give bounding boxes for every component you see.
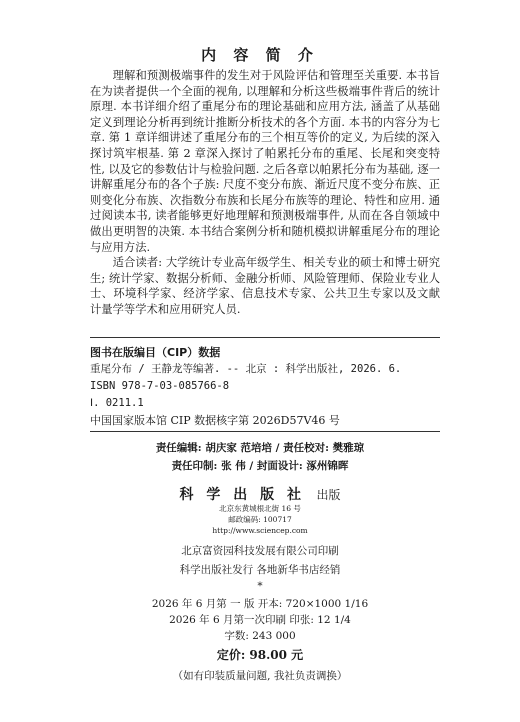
price: 定价: 98.00 元 — [216, 648, 304, 662]
editorial-credits-2: 责任印制: 张 伟 / 封面设计: 涿州锦晖 — [171, 460, 349, 472]
cip-heading: 图书在版编目（CIP）数据 — [90, 346, 221, 359]
summary-paragraph: 理解和预测极端事件的发生对于风险评估和管理至关重要. 本书旨在为读者提供一个全面的视角, 以理解和分析这些极端事件背后的统计原理. 本书详细介绍了重尾分布的理论基础和应用方法, 涵盖了从基础定义到理论分析再到统计推断分析技术的各个方面. 本书的内容分为七章. 第 1 章详细讲述了重尾分布的三个相互等价的定义, 为后续的深入探讨筑牢根基. 第 2 章深入探讨了帕累托分布的重尾、长尾和突变特性, 以及它的参数估计与检验问题. 之后各章以帕累托分布为基础, 逐一讲解重尾分布的各个子族: 尺度不变分布族、渐近尺度不变分布族、正则变化分布族、次指数分布族和长尾分布族等的理论、特性和应用. 通过阅读本书, 读者能够更好地理解和预测极端事件, 从而在各自领域中做出更明智的决策. 本书结合案例分析和随机模拟讲解重尾分布的理论与应用方法. — [90, 69, 440, 254]
publisher-website: http://www.sciencep.com — [212, 526, 308, 535]
distribution: 科学出版社发行 各地新华书店经销 — [179, 564, 341, 576]
printer: 北京富资园科技发展有限公司印刷 — [181, 545, 339, 557]
page-title: 内 容 简 介 — [201, 46, 319, 64]
publisher-line — [0, 484, 520, 504]
content-summary — [90, 68, 440, 318]
isbn: ISBN 978-7-03-085766-8 — [90, 380, 230, 392]
publisher-address: 北京东黄城根北街 16 号 — [219, 504, 301, 513]
cip-data-number: 中国国家版本馆 CIP 数据核字第 2026D57V46 号 — [90, 412, 440, 432]
edition-line-1: 2026 年 6 月第 一 版 开本: 720×1000 1/16 — [151, 598, 369, 610]
word-count: 字数: 243 000 — [224, 630, 296, 642]
edition-line-2: 2026 年 6 月第一次印刷 印张: 12 1/4 — [169, 614, 351, 626]
quality-notice: （如有印装质量问题, 我社负责调换） — [172, 670, 348, 682]
separator-star: * — [257, 580, 263, 592]
publisher-suffix: 出版 — [316, 488, 341, 502]
editorial-credits-1: 责任编辑: 胡庆家 范培培 / 责任校对: 樊雅琼 — [155, 442, 365, 454]
publisher-logo: 科 学 出 版 社 — [179, 487, 306, 503]
classification-number: Ⅰ. 0211.1 — [90, 397, 144, 409]
cip-block — [90, 337, 440, 432]
cip-record: 重尾分布 / 王静龙等编著. -- 北京 : 科学出版社, 2026. 6. — [90, 363, 402, 375]
publisher-postcode: 邮政编码: 100717 — [228, 515, 292, 524]
audience-paragraph: 适合读者: 大学统计专业高年级学生、相关专业的硕士和博士研究生; 统计学家、数据分析师、金融分析师、风险管理师、保险业专业人士、环境科学家、经济学家、信息技术专家、公共卫生专家以及文献计量学等学术和应用研究人员. — [90, 256, 440, 316]
